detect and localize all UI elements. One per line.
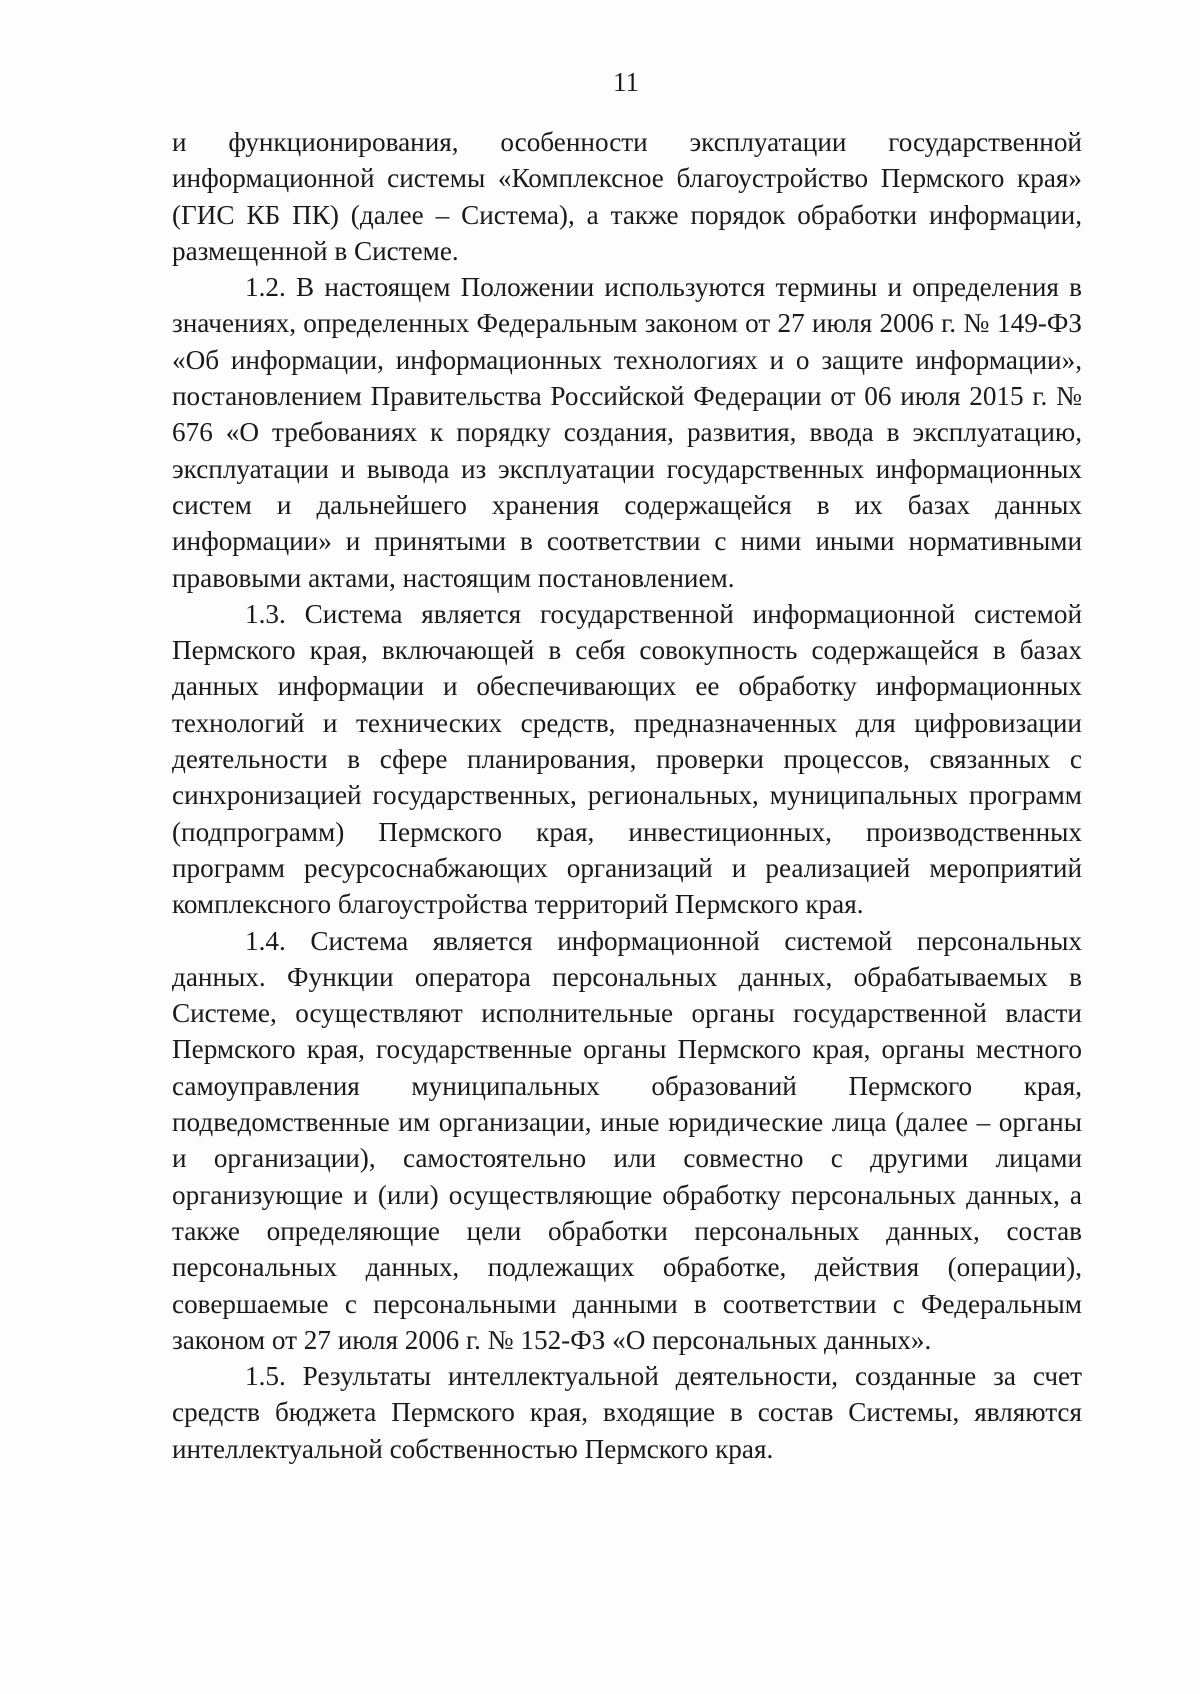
paragraph-1-5: 1.5. Результаты интеллектуальной деятельности, созданные за счет средств бюджета Пермского края, входящие в состав Системы, являются интеллектуальной собственностью Пермского края. — [172, 1361, 1082, 1464]
paragraph-1-4: 1.4. Система является информационной системой персональных данных. Функции оператора персональных данных, обрабатываемых в Системе, осуществляют исполнительные органы государственной власти Пермского края, государственные органы Пермского края, органы местного самоуправления муниципальных образований Пермского края, подведомственные им организации, иные юридические лица (далее – органы и организации), самостоятельно или совместно с другими лицами организующие и (или) осуществляющие обработку персональных данных, а также определяющие цели обработки персональных данных, состав персональных данных, подлежащих обработке, действия (операции), совершаемые с персональными данными в соответствии с Федеральным законом от 27 июля 2006 г. № 152-ФЗ «О персональных данных». — [172, 925, 1082, 1355]
document-body — [172, 124, 1082, 1467]
page-number: 11 — [613, 67, 639, 97]
paragraph-1-3: 1.3. Система является государственной информационной системой Пермского края, включающей в себя совокупность содержащейся в базах данных информации и обеспечивающих ее обработку информационных технологий и технических средств, предназначенных для цифровизации деятельности в сфере планирования, проверки процессов, связанных с синхронизацией государственных, региональных, муниципальных программ (подпрограмм) Пермского края, инвестиционных, производственных программ ресурсоснабжающих организаций и реализацией мероприятий комплексного благоустройства территорий Пермского края. — [172, 598, 1082, 920]
paragraph-continuation: и функционирования, особенности эксплуатации государственной информационной системы «Комплексное благоустройство Пермского края» (ГИС КБ ПК) (далее – Система), а также порядок обработки информации, размещенной в Системе. — [172, 127, 1082, 266]
paragraph-1-2: 1.2. В настоящем Положении используются термины и определения в значениях, определенных Федеральным законом от 27 июля 2006 г. № 149-ФЗ «Об информации, информационных технологиях и о защите информации», постановлением Правительства Российской Федерации от 06 июля 2015 г. № 676 «О требованиях к порядку создания, развития, ввода в эксплуатацию, эксплуатации и вывода из эксплуатации государственных информационных систем и дальнейшего хранения содержащейся в их базах данных информации» и принятыми в соответствии с ними иными нормативными правовыми актами, настоящим постановлением. — [172, 272, 1082, 593]
